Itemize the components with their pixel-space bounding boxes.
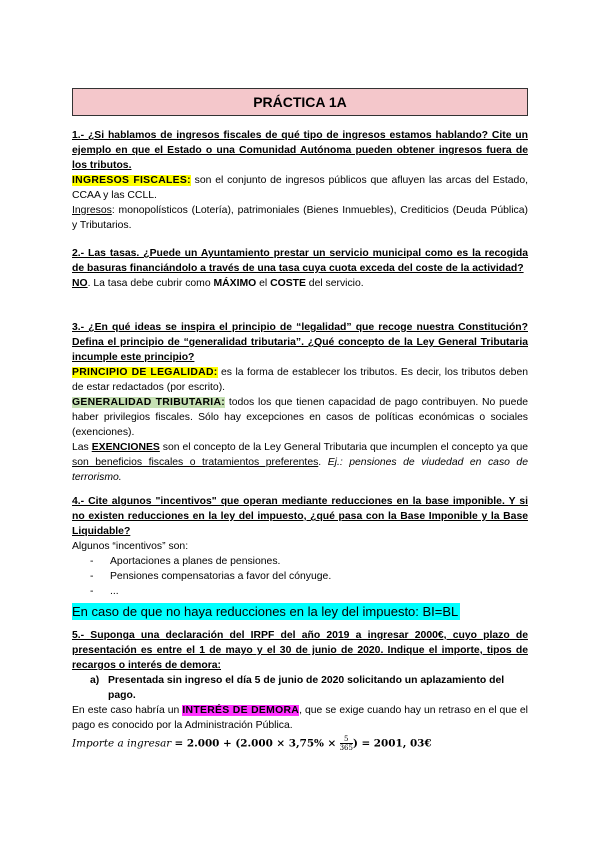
exenciones-text-b: son el concepto de la Ley General Tributaria que incumplen el concepto ya que — [159, 442, 529, 453]
answer-2-text-c: del servicio. — [305, 278, 364, 289]
answer-3-exenciones — [72, 440, 528, 485]
question-5-block — [72, 628, 528, 752]
question-3-block — [72, 320, 528, 485]
answer-5-text-a: En este caso habría un — [72, 705, 183, 716]
ingresos-label: Ingresos — [72, 205, 112, 216]
exenciones-text-a: Las — [72, 442, 92, 453]
question-2: 2.- Las tasas. ¿Puede un Ayuntamiento prestar un servicio municipal como es la recogida de basuras financiándolo a través de una tasa cuya cuota exceda del coste de la actividad? — [72, 248, 528, 274]
answer-no: NO — [72, 278, 88, 289]
fraction-denominator: 365 — [339, 744, 353, 752]
list-item: - ... — [90, 584, 528, 599]
page-title: PRÁCTICA 1A — [72, 88, 528, 116]
answer-1-definition — [72, 173, 528, 203]
question-5: 5.- Suponga una declaración del IRPF del año 2019 a ingresar 2000€, cuyo plazo de presentación es entre el 1 de mayo y el 30 de junio de 2020. Indique el importe, tipos de recargos o interés de demora: — [72, 630, 528, 671]
answer-maximo: MÁXIMO — [213, 278, 257, 289]
question-4-block — [72, 494, 528, 621]
answer-3-legalidad — [72, 365, 528, 395]
term-interes-demora: INTERÉS DE DEMORA — [182, 705, 300, 716]
answer-2-text-b: el — [256, 278, 271, 289]
answer-5-text-b: , que se exige cuando hay un retraso en el que el pago es conocido por la Administración Pública. — [72, 705, 528, 731]
question-1: 1.- ¿Si hablamos de ingresos fiscales de qué tipo de ingresos estamos hablando? Cite un ejemplo en que el Estado o una Comunidad Autónoma pueden obtener ingresos fuera de los tributos. — [72, 130, 528, 171]
answer-3-generalidad — [72, 395, 528, 440]
answer-5 — [72, 703, 528, 733]
formula-expression: = 2.000 + (2.000 × 3,75% × — [174, 737, 337, 750]
answer-4-conclusion: En caso de que no haya reducciones en la ley del impuesto: BI=BL — [72, 604, 459, 619]
definition-text: son el conjunto de ingresos públicos que afluyen las arcas del Estado, CCAA y las CCLL. — [72, 175, 528, 201]
answer-1-ingresos — [72, 203, 528, 233]
exenciones-text-c: . — [318, 457, 328, 468]
example-text: Ej.: pensiones de viudedad en caso de terrorismo. — [72, 457, 528, 483]
exenciones-underlined: son beneficios fiscales o tratamientos preferentes — [72, 457, 319, 468]
answer-4-conclusion-wrap — [72, 603, 528, 621]
sub-question-text: Presentada sin ingreso el día 5 de junio de 2020 solicitando un aplazamiento del pago. — [108, 675, 505, 701]
answer-2-text-a: . La tasa debe cubrir como — [87, 278, 214, 289]
answer-2 — [72, 276, 528, 291]
answer-4-intro: Algunos “incentivos” son: — [72, 541, 189, 552]
formula — [72, 735, 528, 752]
incentives-list — [72, 554, 528, 599]
answer-coste: COSTE — [270, 278, 306, 289]
term-principio-legalidad: PRINCIPIO DE LEGALIDAD: — [72, 367, 218, 378]
question-1-block — [72, 128, 528, 233]
fraction-numerator: 5 — [340, 735, 353, 744]
legalidad-text: es la forma de establecer los tributos. Es decir, los tributos deben de estar redactados (por escrito). — [72, 367, 529, 393]
question-3: 3.- ¿En qué ideas se inspira el principio de “legalidad” que recoge nuestra Constitución? Defina el principio de “generalidad tributaria”. ¿Qué concepto de la Ley General Tributaria incumple este principio? — [72, 322, 528, 363]
formula-fraction — [340, 735, 353, 752]
ingresos-text: : monopolísticos (Lotería), patrimoniales (Bienes Inmuebles), Crediticios (Deuda Pública) y Tributarios. — [72, 205, 528, 231]
term-ingresos-fiscales: INGRESOS FISCALES: — [72, 175, 191, 186]
formula-label: Importe a ingresar — [72, 737, 172, 750]
term-exenciones: EXENCIONES — [91, 442, 160, 453]
question-2-block — [72, 246, 528, 291]
sub-question-a — [72, 673, 528, 703]
list-item: - Pensiones compensatorias a favor del cónyuge. — [90, 569, 528, 584]
generalidad-text: todos los que tienen capacidad de pago contribuyen. No puede haber privilegios fiscales. Sólo hay excepciones en casos de políticas económicas o sociales (exenciones). — [72, 397, 528, 438]
question-4: 4.- Cite algunos "incentivos" que operan mediante reducciones en la base imponible. Y si no existen reducciones en la ley del impuesto, ¿qué pasa con la Base Imponible y la Base Liquidable? — [72, 496, 528, 537]
formula-result: ) = 2001, 03€ — [352, 737, 432, 750]
list-item: - Aportaciones a planes de pensiones. — [90, 554, 528, 569]
sub-label: a) — [90, 675, 100, 686]
term-generalidad-tributaria: GENERALIDAD TRIBUTARIA: — [72, 397, 226, 408]
